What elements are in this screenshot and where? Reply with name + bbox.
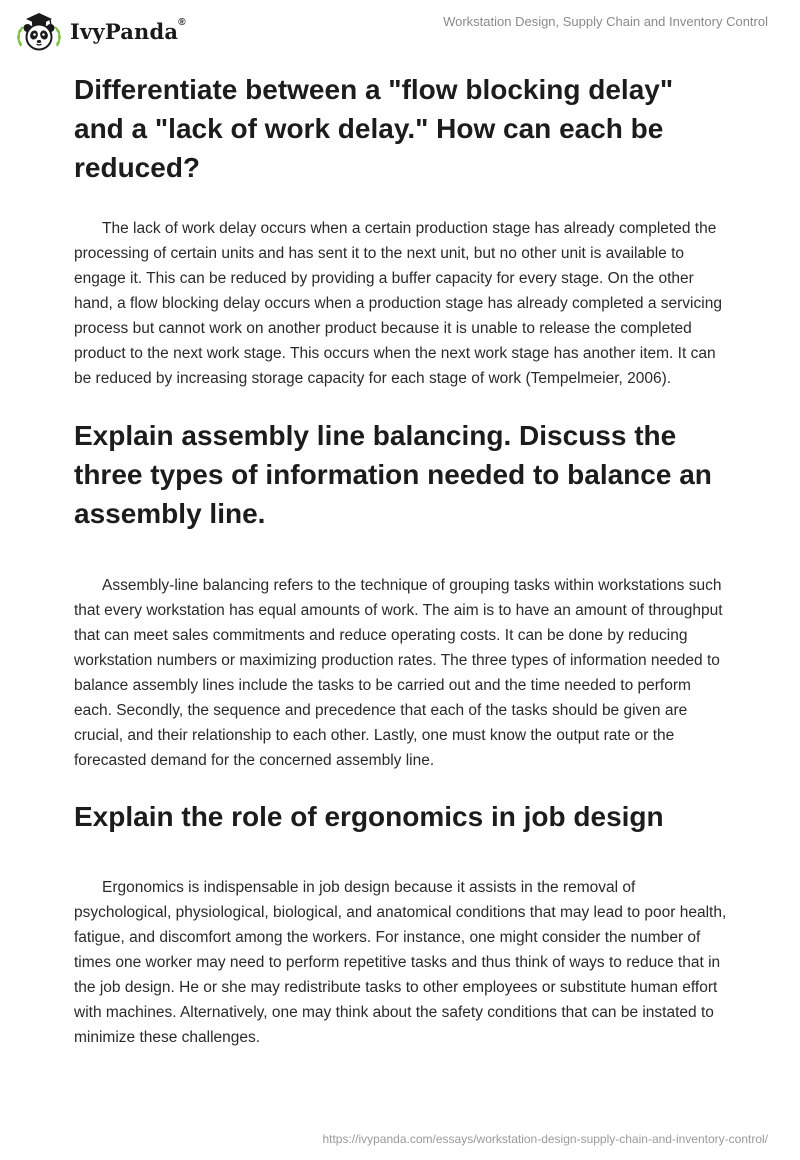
ivypanda-logo[interactable] [14, 8, 186, 54]
section-body-ergonomics: Ergonomics is indispensable in job design because it assists in the removal of psychological, physiological, biological, and anatomical conditions that may lead to poor health, fatigue, and discomfort among the workers. For instance, one might consider the number of times one worker may need to perform repetitive tasks and thus think of ways to reduce that in the job design. He or she may redistribute tasks to other employees or substitute human effort with machines. Alternatively, one may think about the safety conditions that can be instated to minimize these challenges. [74, 879, 727, 1046]
section-body-line-balancing: Assembly-line balancing refers to the technique of grouping tasks within workstations such that every workstation has equal amounts of work. The aim is to have an amount of throughput that can meet sales commitments and reduce operating costs. It can be done by reducing workstation numbers or maximizing production rates. The three types of information needed to balance assembly lines include the tasks to be carried out and the time needed to perform each. Secondly, the sequence and precedence that each of the tasks should be given are crucial, and their relationship to each other. Lastly, one must know the output rate or the forecasted demand for the concerned assembly line. [74, 577, 723, 769]
registered-mark: ® [178, 16, 186, 28]
section-heading-line-balancing: Explain assembly line balancing. Discuss the three types of information needed to balance an assembly line. [74, 420, 712, 529]
source-url-link[interactable]: https://ivypanda.com/essays/workstation-design-supply-chain-and-inventory-control/ [322, 1132, 768, 1146]
section-heading-flow-delay: Differentiate between a "flow blocking delay" and a "lack of work delay." How can each be reduced? [74, 74, 674, 183]
document-title: Workstation Design, Supply Chain and Inventory Control [443, 14, 768, 29]
panda-logo-icon [14, 9, 64, 53]
brand-name: IvyPanda® [70, 16, 186, 44]
page-header [0, 0, 800, 60]
section-body-flow-delay: The lack of work delay occurs when a certain production stage has already completed the processing of certain units and has sent it to the next unit, but no other unit is available to engage it. This can be reduced by providing a buffer capacity for every stage. On the other hand, a flow blocking delay occurs when a production stage has already completed a servicing process but cannot work on another product because it is unable to release the completed product to the next work stage. This occurs when the next work stage has another item. It can be reduced by increasing storage capacity for each stage of work (Tempelmeier, 2006). [74, 220, 722, 387]
essay-content [74, 70, 728, 1050]
section-heading-ergonomics: Explain the role of ergonomics in job design [74, 801, 664, 832]
